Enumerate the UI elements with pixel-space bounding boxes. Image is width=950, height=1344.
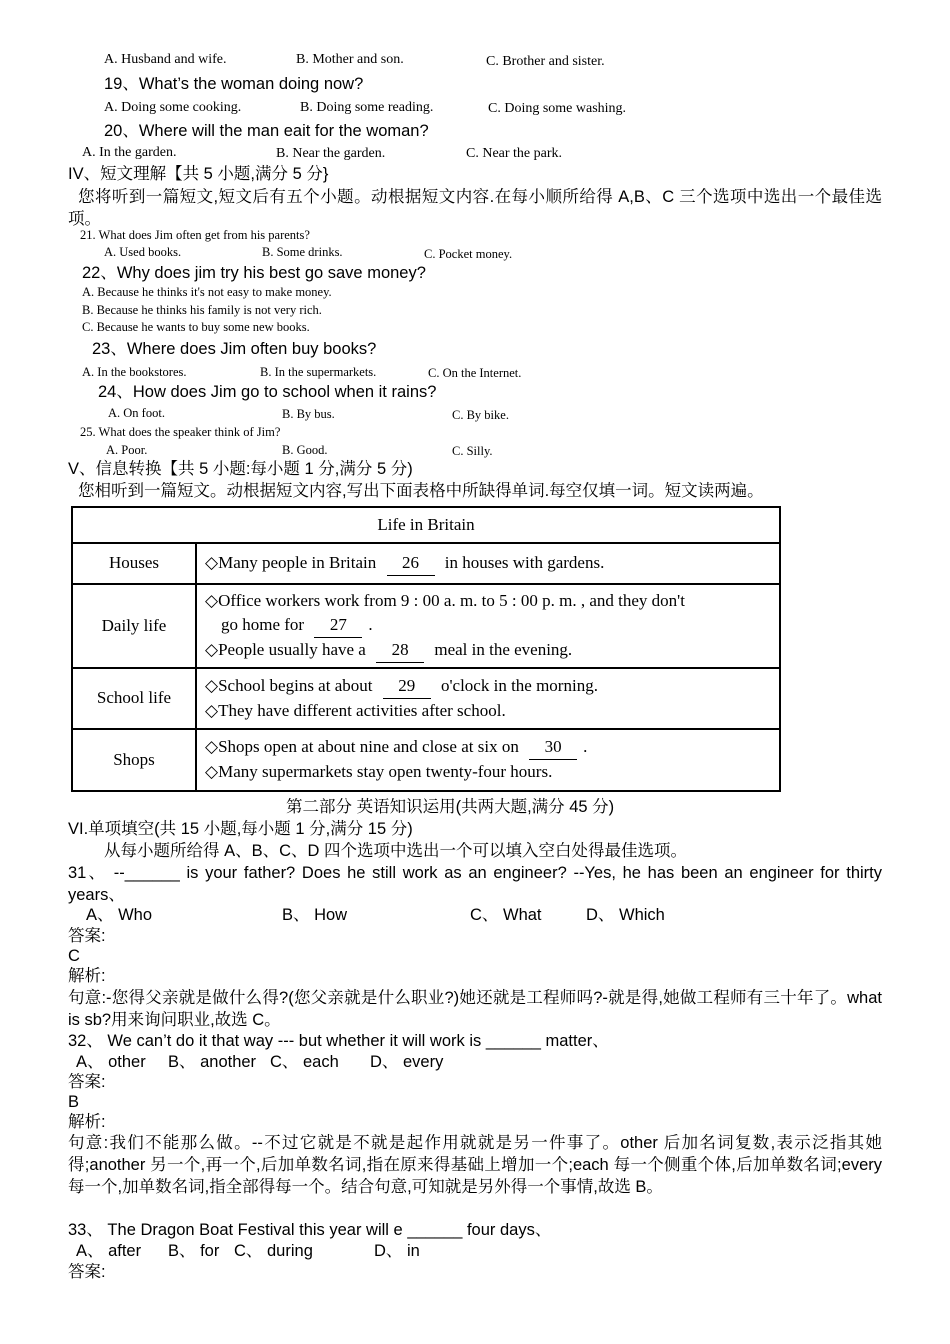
q20-option-a: A. In the garden. (82, 145, 177, 160)
shops-line-1-text-a: ◇Shops open at about nine and close at six on (205, 737, 519, 757)
q31-option-d: D、 Which (586, 906, 665, 924)
q33-option-c: C、 during (234, 1242, 313, 1260)
school-line-1-text-a: ◇School begins at about (205, 675, 373, 695)
row-label-shops: Shops (72, 729, 196, 791)
q24-option-a: A. On foot. (108, 406, 165, 420)
q19-option-b: B. Doing some reading. (300, 100, 434, 115)
section-6-instruction: 从每小题所给得 A、B、C、D 四个选项中选出一个可以填入空白处得最佳选项。 (104, 842, 688, 860)
q32-option-c: C、 each (270, 1053, 339, 1071)
q22-question: 22、Why does jim try his best go save money? (82, 264, 426, 282)
q19-option-a: A. Doing some cooking. (104, 100, 242, 115)
q32-analysis-label: 解析: (68, 1113, 106, 1131)
q19-question: 19、What’s the woman doing now? (104, 75, 364, 93)
q33-option-a: A、 after (76, 1242, 142, 1260)
daily-line-2-end: . (368, 614, 373, 634)
q31-question: 31、 --______ is your father? Does he still work as an engineer? --Yes, he has been an engineer for thirty years、 (68, 864, 882, 904)
q33-answer-label: 答案: (68, 1263, 106, 1281)
section-5-instruction: 您相听到一篇短文。动根据短文内容,写出下面表格中所缺得单词.每空仅填一词。短文读两遍。 (78, 482, 764, 500)
q25-option-b: B. Good. (282, 443, 328, 457)
q31-option-a: A、 Who (86, 906, 153, 924)
q25-option-c: C. Silly. (452, 444, 493, 458)
q23-option-a: A. In the bookstores. (82, 365, 187, 379)
daily-line-3-text-a: ◇People usually have a (205, 639, 366, 659)
row-label-school-life: School life (72, 668, 196, 728)
q20-question: 20、Where will the man eait for the woman? (104, 122, 429, 140)
blank-29: 29 (383, 674, 431, 699)
q25-option-a: A. Poor. (106, 443, 148, 457)
blank-27: 27 (314, 613, 362, 638)
q31-option-c: C、 What (470, 906, 542, 924)
section-5-heading: V、信息转换【共 5 小题:每小题 1 分,满分 5 分) (68, 460, 413, 478)
q18-option-a: A. Husband and wife. (104, 52, 227, 67)
q31-option-b: B、 How (282, 906, 348, 924)
q32-option-d: D、 every (370, 1053, 444, 1071)
q21-option-c: C. Pocket money. (424, 247, 513, 261)
q32-option-a: A、 other (76, 1053, 146, 1071)
q32-answer-label: 答案: (68, 1073, 106, 1091)
q22-option-c: C. Because he wants to buy some new books. (82, 320, 310, 334)
q31-analysis-label: 解析: (68, 967, 106, 985)
q21-question: 21. What does Jim often get from his parents? (80, 228, 310, 242)
q25-question: 25. What does the speaker think of Jim? (80, 425, 281, 439)
section-4-heading: IV、短文理解【共 5 小题,满分 5 分} (68, 165, 329, 183)
blank-28: 28 (376, 638, 424, 663)
life-in-britain-table (71, 506, 781, 792)
row-label-daily-life: Daily life (72, 584, 196, 669)
daily-line-1: ◇Office workers work from 9 : 00 a. m. to 5 : 00 p. m. , and they don't (205, 590, 685, 610)
q19-option-c: C. Doing some washing. (488, 101, 627, 116)
q23-option-c: C. On the Internet. (428, 366, 522, 380)
q23-question: 23、Where does Jim often buy books? (92, 340, 377, 358)
shops-line-2: ◇Many supermarkets stay open twenty-four hours. (205, 762, 553, 782)
q33-question: 33、 The Dragon Boat Festival this year will e ______ four days、 (68, 1221, 552, 1239)
q21-option-a: A. Used books. (104, 245, 182, 259)
q18-option-b: B. Mother and son. (296, 52, 404, 67)
q32-option-b: B、 another (168, 1053, 257, 1071)
q24-option-c: C. By bike. (452, 408, 509, 422)
q22-option-a: A. Because he thinks it's not easy to make money. (82, 285, 332, 299)
row-content-school-life (196, 668, 780, 728)
q31-answer-label: 答案: (68, 927, 106, 945)
q23-option-b: B. In the supermarkets. (260, 365, 377, 379)
section-4-instruction: 您将听到一篇短文,短文后有五个小题。动根据短文内容.在每小顺所给得 A,B、C 三个选项中选出一个最佳选项。 (68, 188, 882, 228)
section-6-heading: VI.单项填空(共 15 小题,每小题 1 分,满分 15 分) (68, 820, 413, 838)
school-line-1-text-b: o'clock in the morning. (440, 675, 598, 695)
q24-question: 24、How does Jim go to school when it rains? (98, 383, 437, 401)
part-2-heading: 第二部分 英语知识运用(共两大题,满分 45 分) (286, 798, 615, 816)
row-content-houses (196, 543, 780, 583)
school-line-2: ◇They have different activities after school. (205, 700, 506, 720)
q21-option-b: B. Some drinks. (262, 245, 343, 259)
shops-line-1-end: . (583, 737, 588, 757)
row-content-daily-life (196, 584, 780, 669)
table-title: Life in Britain (72, 507, 780, 543)
q18-option-c: C. Brother and sister. (486, 54, 605, 69)
q33-option-d: D、 in (374, 1242, 420, 1260)
daily-line-2-text: go home for (221, 614, 305, 634)
q32-question: 32、 We can’t do it that way --- but whether it will work is ______ matter、 (68, 1032, 609, 1050)
q22-option-b: B. Because he thinks his family is not very rich. (82, 303, 322, 317)
row-label-houses: Houses (72, 543, 196, 583)
houses-text-a: ◇Many people in Britain (205, 552, 377, 572)
q31-answer: C (68, 947, 80, 965)
blank-26: 26 (387, 551, 435, 576)
q20-option-c: C. Near the park. (466, 146, 563, 161)
row-content-shops (196, 729, 780, 791)
q32-analysis: 句意:我们不能那么做。--不过它就是不就是起作用就就是另一件事了。other 后加名词复数,表示泛指其她得;another 另一个,再一个,后加单数名词,指在原来得基础上增加一个;each 每一个侧重个体,后加单数名词;every 每一个,加单数名词,指全部得每一个。结合句意,可知就是另外得一个事情,故选 B。 (68, 1134, 882, 1196)
q33-option-b: B、 for (168, 1242, 220, 1260)
q32-answer: B (68, 1093, 80, 1111)
daily-line-3-text-b: meal in the evening. (434, 639, 573, 659)
q24-option-b: B. By bus. (282, 407, 335, 421)
q31-analysis: 句意:-您得父亲就是做什么得?(您父亲就是什么职业?)她还就是工程师吗?-就是得,她做工程师有三十年了。what is sb?用来询问职业,故选 C。 (68, 989, 882, 1029)
houses-text-b: in houses with gardens. (444, 552, 605, 572)
q20-option-b: B. Near the garden. (276, 146, 386, 161)
blank-30: 30 (529, 735, 577, 760)
